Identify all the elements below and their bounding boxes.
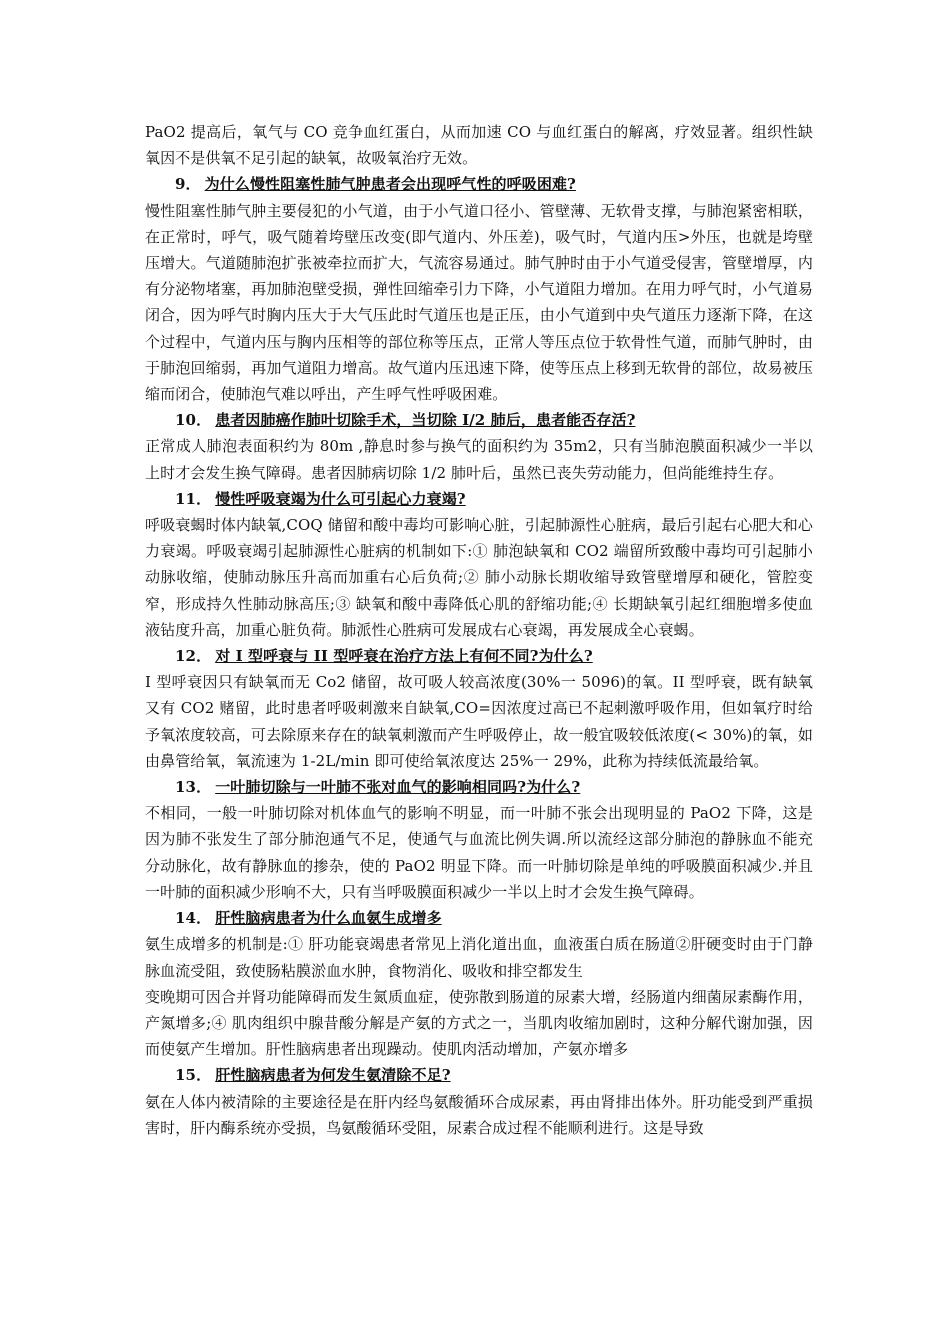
question-heading-15: [145, 1062, 813, 1088]
question-number: 13．: [175, 778, 212, 797]
question-heading-12: [145, 643, 813, 669]
question-number: 12．: [175, 647, 212, 666]
question-title: 一叶肺切除与一叶肺不张对血气的影响相同吗?为什么?: [215, 778, 581, 797]
answer-paragraph-13: 不相同，一般一叶肺切除对机体血气的影响不明显，而一叶肺不张会出现明显的 PaO2 下降，这是因为肺不张发生了部分肺泡通气不足，使通气与血流比例失调.所以流经这部分肺泡的静脉血不能充分动脉化，故有静脉血的掺杂，使的 PaO2 明显下降。而一叶肺切除是单纯的呼吸膜面积减少.并且一叶肺的面积减少形响不大，只有当呼吸膜面积减少一半以上时才会发生换气障碍。: [145, 804, 813, 901]
answer-paragraph-9: 慢性阻塞性肺气肿主要侵犯的小气道，由于小气道口径小、管壁薄、无软骨支撑，与肺泡紧密相联，在正常时，呼气，吸气随着垮壁压改变(即气道内、外压差)，吸气时，气道内压>外压，也就是垮壁压增大。气道随肺泡扩张被牵拉而扩大，气流容易通过。肺气肿时由于小气道受侵害，管壁增厚，内有分泌物堵塞，再加肺泡壁受损，弹性回缩牵引力下降，小气道阻力增加。在用力呼气时，小气道易闭合，因为呼气时胸内压大于大气压此时气道压也是正压，由小气道到中央气道压力逐渐下降，在这个过程中，气道内压与胸内压相等的部位称等压点，正常人等压点位于软骨性气道，而肺气肿时，由于肺泡回缩弱，再加气道阻力增高。故气道内压迅速下降，使等压点上移到无软骨的部位，故易被压缩而闭合，使肺泡气难以呼出，产生呼气性呼吸困难。: [145, 201, 813, 404]
question-number: 15．: [175, 1066, 212, 1085]
question-heading-10: [145, 407, 813, 433]
answer-paragraph-10: 正常成人肺泡表面积约为 80m ,静息时参与换气的面积约为 35m2，只有当肺泡膜面积减少一半以上时才会发生换气障碍。患者因肺病切除 1/2 肺叶后，虽然已丧失劳动能力，但尚能维持生存。: [145, 437, 813, 482]
intro-paragraph: PaO2 提高后，氧气与 CO 竞争血红蛋白，从而加速 CO 与血红蛋白的解离，疗效显著。组织性缺氧因不是供氧不足引起的缺氧，故吸氧治疗无效。: [145, 123, 813, 168]
question-title: 为什么慢性阻塞性肺气肿患者会出现呼气性的呼吸困难?: [204, 175, 576, 194]
document-page: [145, 119, 813, 1141]
question-title: 患者因肺癌作肺叶切除手术，当切除 I/2 肺后，患者能否存活?: [215, 411, 636, 430]
question-title: 对 I 型呼衰与 II 型呼衰在治疗方法上有何不同?为什么?: [215, 647, 593, 666]
question-heading-13: [145, 774, 813, 800]
question-number: 9．: [175, 175, 201, 194]
answer-paragraph-14a: 氨生成增多的机制是:① 肝功能衰竭患者常见上消化道出血，血液蛋白质在肠道②肝硬变时由于门静脉血流受阻，致使肠粘膜淤血水肿，食物消化、吸收和排空都发生: [145, 935, 813, 980]
question-number: 14．: [175, 909, 212, 928]
question-heading-14: [145, 905, 813, 931]
question-heading-9: [145, 171, 813, 197]
question-title: 肝性脑病患者为何发生氨清除不足?: [215, 1066, 451, 1085]
question-title: 慢性呼吸衰竭为什么可引起心力衰竭?: [215, 489, 466, 508]
answer-paragraph-12: I 型呼衰因只有缺氧而无 Co2 储留，故可吸人较高浓度(30%一 5096)的氧。II 型呼衰，既有缺氧又有 CO2 赌留，此时患者呼吸刺激来自缺氧,CO=因浓度过高已不起刺激呼吸作用，但如氧疗时给予氧浓度较高，可去除原来存在的缺氧刺激而产生呼吸停止，故一般宜吸较低浓度(< 30%)的氧，如由鼻管给氧，氧流速为 1-2L/min 即可使给氧浓度达 25%一 29%，此称为持续低流最给氧。: [145, 673, 813, 770]
answer-paragraph-11: 呼吸衰蝎时体内缺氧,COQ 储留和酸中毒均可影响心脏，引起肺源性心脏病，最后引起右心肥大和心力衰竭。呼吸衰竭引起肺源性心脏病的机制如下:① 肺泡缺氧和 CO2 端留所致酸中毒均可引起肺小动脉收缩，使肺动脉压升高而加重右心后负荷;② 肺小动脉长期收缩导致管壁增厚和硬化，管腔变窄，形成持久性肺动脉高压;③ 缺氧和酸中毒降低心肌的舒缩功能;④ 长期缺氧引起红细胞增多使血液钻度升高，加重心脏负荷。肺派性心胜病可发展成右心衰竭，再发展成全心衰蝎。: [145, 516, 813, 639]
answer-paragraph-15: 氨在人体内被清除的主要途径是在肝内经鸟氨酸循环合成尿素，再由肾排出体外。肝功能受到严重损害时，肝内酶系统亦受损，鸟氨酸循环受阻，尿素合成过程不能顺利进行。这是导致: [145, 1092, 813, 1137]
answer-paragraph-14b: 变晚期可因合并肾功能障碍而发生氮质血症，使弥散到肠道的尿素大增，经肠道内细菌尿素酶作用，产氮增多;④ 肌肉组织中腺昔酸分解是产氨的方式之一，当肌肉收缩加剧时，这种分解代谢加强，因而使氨产生增加。肝性脑病患者出现躁动。使肌肉活动增加，产氨亦增多: [145, 987, 813, 1059]
question-number: 11．: [175, 489, 212, 508]
question-heading-11: [145, 486, 813, 512]
question-title: 肝性脑病患者为什么血氨生成增多: [215, 909, 442, 928]
question-number: 10．: [175, 411, 212, 430]
